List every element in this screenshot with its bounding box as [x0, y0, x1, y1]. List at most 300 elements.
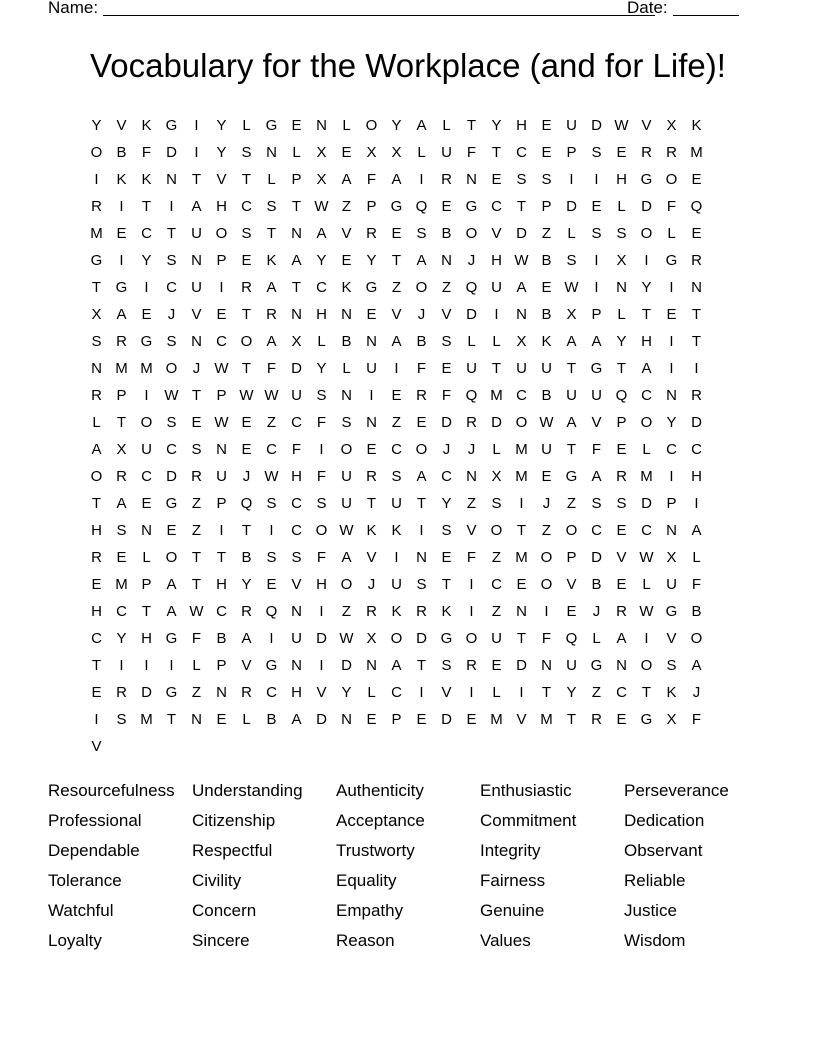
grid-letter[interactable]: D [141, 684, 152, 701]
grid-letter[interactable]: R [266, 306, 277, 323]
grid-letter[interactable]: R [91, 549, 102, 566]
grid-letter[interactable]: D [291, 360, 302, 377]
grid-letter[interactable]: A [91, 441, 102, 458]
grid-letter[interactable]: B [541, 306, 552, 323]
grid-letter[interactable]: A [291, 252, 302, 269]
grid-letter[interactable]: A [291, 711, 302, 728]
grid-letter[interactable]: I [269, 630, 274, 647]
grid-letter[interactable]: U [566, 117, 577, 134]
grid-letter[interactable]: P [566, 144, 577, 161]
grid-letter[interactable]: W [539, 414, 554, 431]
grid-letter[interactable]: S [516, 171, 527, 188]
grid-letter[interactable]: P [566, 549, 577, 566]
grid-letter[interactable]: E [116, 549, 127, 566]
grid-letter[interactable]: C [266, 684, 277, 701]
grid-letter[interactable]: N [216, 441, 227, 458]
grid-letter[interactable]: A [416, 468, 427, 485]
grid-letter[interactable]: P [216, 657, 227, 674]
grid-letter[interactable]: Z [541, 225, 552, 242]
grid-letter[interactable]: D [566, 198, 577, 215]
grid-letter[interactable]: A [116, 306, 127, 323]
grid-letter[interactable]: G [115, 279, 128, 296]
grid-letter[interactable]: S [341, 414, 352, 431]
grid-letter[interactable]: S [591, 144, 602, 161]
grid-letter[interactable]: C [166, 441, 177, 458]
grid-letter[interactable]: Y [116, 630, 127, 647]
grid-letter[interactable]: S [666, 657, 677, 674]
grid-letter[interactable]: N [341, 306, 352, 323]
grid-letter[interactable]: E [616, 576, 627, 593]
grid-letter[interactable]: O [515, 414, 528, 431]
grid-letter[interactable]: E [341, 144, 352, 161]
grid-letter[interactable]: P [116, 387, 127, 404]
grid-letter[interactable]: S [91, 333, 102, 350]
grid-letter[interactable]: F [266, 360, 277, 377]
grid-letter[interactable]: W [339, 630, 354, 647]
grid-letter[interactable]: L [492, 684, 501, 701]
grid-letter[interactable]: T [91, 279, 102, 296]
grid-letter[interactable]: M [515, 468, 528, 485]
grid-letter[interactable]: K [691, 117, 702, 134]
grid-letter[interactable]: H [691, 468, 702, 485]
grid-letter[interactable]: O [465, 225, 478, 242]
grid-letter[interactable]: V [441, 684, 452, 701]
grid-letter[interactable]: L [92, 414, 101, 431]
grid-letter[interactable]: L [192, 657, 201, 674]
grid-letter[interactable]: U [391, 576, 402, 593]
grid-letter[interactable]: U [216, 468, 227, 485]
grid-letter[interactable]: L [342, 117, 351, 134]
grid-letter[interactable]: W [639, 549, 654, 566]
grid-letter[interactable]: U [491, 630, 502, 647]
grid-letter[interactable]: E [141, 306, 152, 323]
grid-letter[interactable]: U [566, 387, 577, 404]
grid-letter[interactable]: J [467, 441, 476, 458]
grid-letter[interactable]: R [241, 279, 252, 296]
grid-letter[interactable]: P [666, 495, 677, 512]
grid-letter[interactable]: R [116, 684, 127, 701]
grid-letter[interactable]: C [266, 441, 277, 458]
grid-letter[interactable]: Z [191, 495, 202, 512]
grid-letter[interactable]: X [116, 441, 127, 458]
grid-letter[interactable]: S [316, 495, 327, 512]
grid-letter[interactable]: W [264, 468, 279, 485]
grid-letter[interactable]: J [542, 495, 551, 512]
grid-letter[interactable]: X [91, 306, 102, 323]
grid-letter[interactable]: L [267, 171, 276, 188]
grid-letter[interactable]: Y [216, 117, 227, 134]
grid-letter[interactable]: R [116, 333, 127, 350]
grid-letter[interactable]: L [142, 549, 151, 566]
grid-letter[interactable]: Z [591, 684, 602, 701]
grid-letter[interactable]: Y [366, 252, 377, 269]
grid-letter[interactable]: G [165, 684, 178, 701]
grid-letter[interactable]: O [240, 333, 253, 350]
grid-letter[interactable]: A [166, 576, 177, 593]
grid-letter[interactable]: I [419, 684, 424, 701]
grid-letter[interactable]: H [516, 117, 527, 134]
grid-letter[interactable]: C [291, 414, 302, 431]
grid-letter[interactable]: F [441, 387, 452, 404]
grid-letter[interactable]: A [116, 495, 127, 512]
grid-letter[interactable]: C [491, 198, 502, 215]
grid-letter[interactable]: N [616, 657, 627, 674]
grid-letter[interactable]: G [465, 198, 478, 215]
grid-letter[interactable]: V [466, 522, 477, 539]
grid-letter[interactable]: L [467, 333, 476, 350]
grid-letter[interactable]: L [242, 117, 251, 134]
grid-letter[interactable]: U [666, 576, 677, 593]
grid-letter[interactable]: E [341, 252, 352, 269]
grid-letter[interactable]: R [91, 198, 102, 215]
grid-letter[interactable]: X [491, 468, 502, 485]
grid-letter[interactable]: F [466, 144, 477, 161]
grid-letter[interactable]: N [366, 414, 377, 431]
grid-letter[interactable]: E [516, 576, 527, 593]
grid-letter[interactable]: R [91, 387, 102, 404]
grid-letter[interactable]: P [216, 252, 227, 269]
grid-letter[interactable]: E [391, 387, 402, 404]
grid-letter[interactable]: Z [491, 549, 502, 566]
grid-letter[interactable]: O [565, 522, 578, 539]
grid-letter[interactable]: O [165, 549, 178, 566]
grid-letter[interactable]: B [441, 225, 452, 242]
grid-letter[interactable]: L [492, 333, 501, 350]
grid-letter[interactable]: D [466, 306, 477, 323]
grid-letter[interactable]: E [691, 225, 702, 242]
grid-letter[interactable]: E [116, 225, 127, 242]
grid-letter[interactable]: U [366, 360, 377, 377]
grid-letter[interactable]: F [466, 549, 477, 566]
grid-letter[interactable]: A [691, 522, 702, 539]
grid-letter[interactable]: Y [391, 117, 402, 134]
grid-letter[interactable]: M [640, 468, 653, 485]
grid-letter[interactable]: D [641, 495, 652, 512]
grid-letter[interactable]: C [641, 522, 652, 539]
grid-letter[interactable]: I [469, 684, 474, 701]
grid-letter[interactable]: I [169, 657, 174, 674]
grid-letter[interactable]: U [291, 630, 302, 647]
grid-letter[interactable]: S [616, 495, 627, 512]
grid-letter[interactable]: T [266, 225, 277, 242]
grid-letter[interactable]: V [491, 225, 502, 242]
grid-letter[interactable]: U [566, 657, 577, 674]
grid-letter[interactable]: C [216, 603, 227, 620]
grid-letter[interactable]: T [416, 495, 427, 512]
grid-letter[interactable]: L [367, 684, 376, 701]
grid-letter[interactable]: I [194, 144, 199, 161]
grid-letter[interactable]: T [641, 684, 652, 701]
grid-letter[interactable]: Z [266, 414, 277, 431]
grid-letter[interactable]: Y [491, 117, 502, 134]
grid-letter[interactable]: E [541, 279, 552, 296]
grid-letter[interactable]: V [116, 117, 127, 134]
grid-letter[interactable]: F [316, 414, 327, 431]
grid-letter[interactable]: J [367, 576, 376, 593]
grid-letter[interactable]: H [316, 306, 327, 323]
grid-letter[interactable]: E [566, 603, 577, 620]
grid-letter[interactable]: Q [465, 387, 478, 404]
grid-letter[interactable]: D [691, 414, 702, 431]
grid-letter[interactable]: E [91, 684, 102, 701]
grid-letter[interactable]: U [541, 441, 552, 458]
grid-letter[interactable]: K [391, 522, 402, 539]
grid-letter[interactable]: R [116, 468, 127, 485]
grid-letter[interactable]: T [516, 198, 527, 215]
grid-letter[interactable]: R [691, 387, 702, 404]
grid-letter[interactable]: N [541, 657, 552, 674]
grid-letter[interactable]: N [291, 657, 302, 674]
grid-letter[interactable]: E [241, 414, 252, 431]
grid-letter[interactable]: M [490, 387, 503, 404]
grid-letter[interactable]: U [541, 360, 552, 377]
grid-letter[interactable]: M [515, 549, 528, 566]
grid-letter[interactable]: G [165, 630, 178, 647]
grid-letter[interactable]: I [594, 252, 599, 269]
grid-letter[interactable]: N [291, 306, 302, 323]
grid-letter[interactable]: A [566, 333, 577, 350]
grid-letter[interactable]: T [141, 603, 152, 620]
grid-letter[interactable]: U [141, 441, 152, 458]
grid-letter[interactable]: D [166, 468, 177, 485]
grid-letter[interactable]: E [91, 576, 102, 593]
grid-letter[interactable]: E [691, 171, 702, 188]
grid-letter[interactable]: C [91, 630, 102, 647]
grid-letter[interactable]: I [669, 360, 674, 377]
grid-letter[interactable]: Q [265, 603, 278, 620]
grid-letter[interactable]: Q [565, 630, 578, 647]
grid-letter[interactable]: E [416, 711, 427, 728]
grid-letter[interactable]: K [666, 684, 677, 701]
grid-letter[interactable]: G [165, 117, 178, 134]
grid-letter[interactable]: G [390, 198, 403, 215]
grid-letter[interactable]: A [591, 333, 602, 350]
grid-letter[interactable]: I [519, 495, 524, 512]
grid-letter[interactable]: O [365, 117, 378, 134]
grid-letter[interactable]: S [441, 657, 452, 674]
grid-letter[interactable]: L [292, 144, 301, 161]
grid-letter[interactable]: I [269, 522, 274, 539]
grid-letter[interactable]: A [166, 603, 177, 620]
grid-letter[interactable]: D [416, 630, 427, 647]
grid-letter[interactable]: A [641, 360, 652, 377]
grid-letter[interactable]: T [391, 252, 402, 269]
grid-letter[interactable]: L [442, 117, 451, 134]
grid-letter[interactable]: G [565, 468, 578, 485]
grid-letter[interactable]: N [216, 684, 227, 701]
grid-letter[interactable]: A [341, 549, 352, 566]
grid-letter[interactable]: L [617, 198, 626, 215]
grid-letter[interactable]: B [266, 711, 277, 728]
grid-letter[interactable]: I [144, 387, 149, 404]
grid-letter[interactable]: N [416, 549, 427, 566]
grid-letter[interactable]: O [640, 657, 653, 674]
grid-letter[interactable]: V [91, 738, 102, 755]
grid-letter[interactable]: F [541, 630, 552, 647]
grid-letter[interactable]: D [641, 198, 652, 215]
grid-letter[interactable]: K [541, 333, 552, 350]
grid-letter[interactable]: C [391, 684, 402, 701]
grid-letter[interactable]: B [541, 252, 552, 269]
name-blank-line[interactable] [103, 15, 655, 16]
grid-letter[interactable]: U [516, 360, 527, 377]
grid-letter[interactable]: K [266, 252, 277, 269]
grid-letter[interactable]: L [492, 441, 501, 458]
grid-letter[interactable]: V [591, 414, 602, 431]
grid-letter[interactable]: E [191, 414, 202, 431]
grid-letter[interactable]: N [91, 360, 102, 377]
grid-letter[interactable]: N [141, 522, 152, 539]
grid-letter[interactable]: P [591, 306, 602, 323]
grid-letter[interactable]: C [291, 495, 302, 512]
grid-letter[interactable]: B [541, 387, 552, 404]
grid-letter[interactable]: O [340, 576, 353, 593]
grid-letter[interactable]: I [469, 603, 474, 620]
grid-letter[interactable]: F [291, 441, 302, 458]
grid-letter[interactable]: I [419, 171, 424, 188]
grid-letter[interactable]: S [291, 549, 302, 566]
grid-letter[interactable]: W [189, 603, 204, 620]
grid-letter[interactable]: Z [441, 279, 452, 296]
grid-letter[interactable]: U [191, 279, 202, 296]
grid-letter[interactable]: A [391, 171, 402, 188]
grid-letter[interactable]: S [591, 225, 602, 242]
grid-letter[interactable]: R [691, 252, 702, 269]
grid-letter[interactable]: P [366, 198, 377, 215]
grid-letter[interactable]: G [90, 252, 103, 269]
grid-letter[interactable]: E [591, 198, 602, 215]
grid-letter[interactable]: L [667, 225, 676, 242]
grid-letter[interactable]: M [690, 144, 703, 161]
grid-letter[interactable]: N [316, 117, 327, 134]
grid-letter[interactable]: T [416, 657, 427, 674]
grid-letter[interactable]: C [291, 522, 302, 539]
grid-letter[interactable]: E [366, 441, 377, 458]
grid-letter[interactable]: I [394, 549, 399, 566]
grid-letter[interactable]: W [214, 360, 229, 377]
grid-letter[interactable]: O [690, 630, 703, 647]
grid-letter[interactable]: C [166, 279, 177, 296]
grid-letter[interactable]: U [191, 225, 202, 242]
grid-letter[interactable]: T [566, 360, 577, 377]
grid-letter[interactable]: S [566, 252, 577, 269]
grid-letter[interactable]: R [466, 414, 477, 431]
grid-letter[interactable]: O [165, 360, 178, 377]
grid-letter[interactable]: S [416, 225, 427, 242]
grid-letter[interactable]: V [341, 225, 352, 242]
grid-letter[interactable]: Z [191, 522, 202, 539]
grid-letter[interactable]: V [566, 576, 577, 593]
grid-letter[interactable]: F [366, 171, 377, 188]
grid-letter[interactable]: T [466, 117, 477, 134]
grid-letter[interactable]: O [140, 414, 153, 431]
grid-letter[interactable]: B [116, 144, 127, 161]
grid-letter[interactable]: A [266, 279, 277, 296]
grid-letter[interactable]: E [441, 549, 452, 566]
grid-letter[interactable]: X [566, 306, 577, 323]
grid-letter[interactable]: E [441, 198, 452, 215]
grid-letter[interactable]: N [616, 279, 627, 296]
grid-letter[interactable]: E [366, 306, 377, 323]
grid-letter[interactable]: I [219, 522, 224, 539]
grid-letter[interactable]: V [666, 630, 677, 647]
grid-letter[interactable]: Z [541, 522, 552, 539]
grid-letter[interactable]: A [566, 414, 577, 431]
grid-letter[interactable]: Z [391, 414, 402, 431]
grid-letter[interactable]: H [316, 576, 327, 593]
grid-letter[interactable]: T [366, 495, 377, 512]
grid-letter[interactable]: O [90, 468, 103, 485]
grid-letter[interactable]: S [166, 252, 177, 269]
grid-letter[interactable]: A [416, 252, 427, 269]
grid-letter[interactable]: E [391, 225, 402, 242]
grid-letter[interactable]: H [91, 603, 102, 620]
grid-letter[interactable]: F [191, 630, 202, 647]
grid-letter[interactable]: R [416, 387, 427, 404]
grid-letter[interactable]: I [494, 306, 499, 323]
grid-letter[interactable]: O [415, 441, 428, 458]
grid-letter[interactable]: S [116, 711, 127, 728]
grid-letter[interactable]: T [491, 360, 502, 377]
grid-letter[interactable]: T [166, 711, 177, 728]
grid-letter[interactable]: R [466, 657, 477, 674]
grid-letter[interactable]: X [666, 549, 677, 566]
grid-letter[interactable]: M [115, 576, 128, 593]
grid-letter[interactable]: T [241, 171, 252, 188]
grid-letter[interactable]: C [666, 441, 677, 458]
grid-letter[interactable]: X [666, 711, 677, 728]
grid-letter[interactable]: H [91, 522, 102, 539]
grid-letter[interactable]: T [291, 279, 302, 296]
grid-letter[interactable]: M [140, 711, 153, 728]
grid-letter[interactable]: O [390, 630, 403, 647]
grid-letter[interactable]: I [669, 468, 674, 485]
grid-letter[interactable]: C [241, 198, 252, 215]
grid-letter[interactable]: B [691, 603, 702, 620]
grid-letter[interactable]: C [491, 576, 502, 593]
grid-letter[interactable]: K [441, 603, 452, 620]
grid-letter[interactable]: Y [316, 252, 327, 269]
grid-letter[interactable]: L [342, 360, 351, 377]
grid-letter[interactable]: X [316, 171, 327, 188]
grid-letter[interactable]: T [491, 144, 502, 161]
grid-letter[interactable]: N [341, 711, 352, 728]
grid-letter[interactable]: M [90, 225, 103, 242]
grid-letter[interactable]: A [391, 657, 402, 674]
grid-letter[interactable]: T [91, 657, 102, 674]
grid-letter[interactable]: E [466, 711, 477, 728]
grid-letter[interactable]: O [540, 576, 553, 593]
grid-letter[interactable]: L [317, 333, 326, 350]
grid-letter[interactable]: I [319, 657, 324, 674]
grid-letter[interactable]: V [191, 306, 202, 323]
grid-letter[interactable]: P [541, 198, 552, 215]
grid-letter[interactable]: O [640, 414, 653, 431]
grid-letter[interactable]: I [644, 252, 649, 269]
grid-letter[interactable]: N [516, 603, 527, 620]
grid-letter[interactable]: H [491, 252, 502, 269]
grid-letter[interactable]: N [341, 387, 352, 404]
grid-letter[interactable]: Q [465, 279, 478, 296]
grid-letter[interactable]: V [216, 171, 227, 188]
grid-letter[interactable]: O [340, 441, 353, 458]
grid-letter[interactable]: T [241, 360, 252, 377]
grid-letter[interactable]: P [616, 414, 627, 431]
grid-letter[interactable]: C [516, 387, 527, 404]
grid-letter[interactable]: C [216, 333, 227, 350]
grid-letter[interactable]: S [416, 576, 427, 593]
grid-letter[interactable]: T [291, 198, 302, 215]
